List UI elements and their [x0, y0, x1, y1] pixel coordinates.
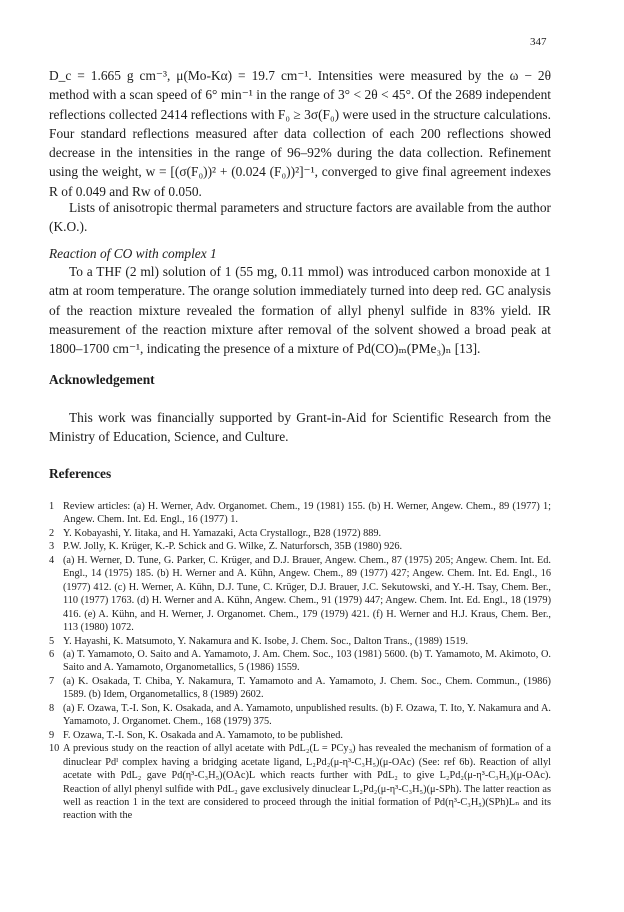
acknowledgement-paragraph — [49, 408, 551, 447]
acknowledgement-text: This work was financially supported by Grant-in-Aid for Scientific Research from the Ministry of Education, Science, and Culture. — [49, 410, 551, 445]
reference-text: (a) H. Werner, D. Tune, G. Parker, C. Krüger, and D.J. Brauer, Angew. Chem., 87 (1975) 205; Angew. Chem. Int. Ed. Engl., 14 (1975) 185. (b) H. Werner and A. Kühn, Angew. Chem., 89 (1977) 427; Angew. Chem. Int. Ed. Engl., 16 (1977) 412. (c) H. Werner, A. Kühn, D.J. Tune, C. Krüger, D.J. Brauer, J.C. Sekutowski, and Y.-H. Tsay, Chem. Ber., 110 (1977) 1763. (d) H. Werner and A. Kühn, Angew. Chem., 91 (1979) 447; Angew. Chem. Int. Ed. Engl., 18 (1979) 416. (e) A. Kühn, and H. Werner, J. Organomet. Chem., 179 (1979) 421. (f) H. Werner and H.J. Kraus, Chem. Ber., 113 (1980) 1072. — [63, 554, 551, 634]
reference-number: 7 — [49, 675, 55, 687]
reference-number: 2 — [49, 527, 55, 539]
reference-item — [49, 702, 551, 729]
reference-number: 3 — [49, 541, 55, 553]
acknowledgement-heading: Acknowledgement — [49, 372, 155, 387]
reference-number: 1 — [49, 501, 55, 512]
reference-text: Y. Kobayashi, Y. Iitaka, and H. Yamazaki, Acta Crystallogr., B28 (1972) 889. — [63, 527, 382, 539]
reference-item — [49, 527, 551, 540]
reference-number: 5 — [49, 635, 55, 647]
reference-text: F. Ozawa, T.-I. Son, K. Osakada and A. Yamamoto, to be published. — [63, 729, 343, 741]
experimental-paragraph — [49, 66, 551, 201]
reference-text: P.W. Jolly, K. Krüger, K.-P. Schick and G. Wilke, Z. Naturforsch, 35B (1980) 926. — [63, 541, 403, 553]
reaction-paragraph — [49, 262, 551, 358]
reference-text: (a) T. Yamamoto, O. Saito and A. Yamamoto, J. Am. Chem. Soc., 103 (1981) 5600. (b) T. Yamamoto, M. Akimoto, O. Saito and A. Yamamoto, Organometallics, 5 (1986) 1559. — [63, 648, 551, 674]
section-title: Reaction of CO with complex 1 — [49, 246, 217, 261]
reference-item — [49, 648, 551, 675]
references-heading: References — [49, 466, 112, 481]
crystal-data-paragraph: D_c = 1.665 g cm⁻³, μ(Mo-Kα) = 19.7 cm⁻¹. Intensities were measured by the ω − 2θ method with a scan speed of 6° min⁻¹ in the range of 3° < 2θ < 45°. Of the 2689 independent reflections collected 2414 reflections with F₀ ≥ 3σ(F₀) were used in the structure calculations. Four standard reflections measured after data collection of each 200 reflections showed decrease in the intensities in the range of 96–92% during the data collection. Refinement using the weight, w = [(σ(F₀))² + (0.024 (F₀))²]⁻¹, converged to give final agreement indexes R of 0.049 and Rw of 0.050. — [49, 68, 551, 199]
reference-item — [49, 675, 551, 702]
reaction-paragraph-text: To a THF (2 ml) solution of 1 (55 mg, 0.11 mmol) was introduced carbon monoxide at 1 atm at room temperature. The orange solution immediately turned into deep red. GC analysis of the reaction mixture revealed the formation of allyl phenyl sulfide in 83% yield. IR measurement of the reaction mixture after removal of the solvent showed a broad peak at 1800–1700 cm⁻¹, indicating the presence of a mixture of Pd(CO)ₘ(PMe₃)ₙ [13]. — [49, 264, 551, 357]
reference-item — [49, 500, 551, 527]
reference-item — [49, 729, 551, 742]
reference-number: 8 — [49, 702, 55, 714]
reference-text: (a) K. Osakada, T. Chiba, Y. Nakamura, T. Yamamoto and A. Yamamoto, J. Chem. Soc., Chem. Commun., (1986) 1589. (b) Idem, Organometallics, 8 (1989) 2602. — [63, 675, 551, 701]
page-number: 347 — [530, 36, 547, 48]
reference-text: Review articles: (a) H. Werner, Adv. Organomet. Chem., 19 (1981) 155. (b) H. Werner, Angew. Chem., 89 (1977) 1; Angew. Chem. Int. Ed. Engl., 16 (1977) 1. — [63, 501, 551, 526]
reference-item — [49, 742, 551, 823]
reference-number: 6 — [49, 648, 55, 660]
reference-list — [49, 500, 551, 823]
reference-text: Y. Hayashi, K. Matsumoto, Y. Nakamura and K. Isobe, J. Chem. Soc., Dalton Trans., (1989) 1519. — [63, 635, 469, 647]
reference-number: 4 — [49, 554, 55, 566]
reference-text: (a) F. Ozawa, T.-I. Son, K. Osakada, and A. Yamamoto, unpublished results. (b) F. Ozawa, T. Ito, Y. Nakamura and A. Yamamoto, J. Organomet. Chem., 168 (1979) 375. — [63, 702, 551, 728]
lists-paragraph — [49, 198, 551, 237]
reference-text: A previous study on the reaction of allyl acetate with PdL₂(L = PCy₃) has revealed the mechanism of formation of a dinuclear Pdᴵ complex having a bridging acetate ligand, L₂Pd₂(μ-η³-C₃H₅)(μ-OAc) (See: ref 6b). Reaction of allyl acetate with PdL₂ gave Pd(η³-C₃H₅)(OAc)L which reacts further with PdL₂ to give L₂Pd₂(μ-η³-C₃H₅)(μ-OAc). Reaction of allyl phenyl sulfide with PdL₂ gave exclusively dinuclear L₂Pd₂(μ-η³-C₃H₅)(μ-SPh). The latter reaction as well as reaction 1 in the text are considered to proceed through the initial formation of Pd(η³-C₃H₅)(SPh)Lₙ and its reaction with the — [63, 743, 551, 822]
reference-number: 9 — [49, 729, 55, 741]
reference-item — [49, 635, 551, 648]
reference-item — [49, 554, 551, 635]
reference-item — [49, 540, 551, 553]
lists-paragraph-text: Lists of anisotropic thermal parameters and structure factors are available from the author (K.O.). — [49, 200, 551, 235]
reference-number: 10 — [49, 743, 60, 755]
